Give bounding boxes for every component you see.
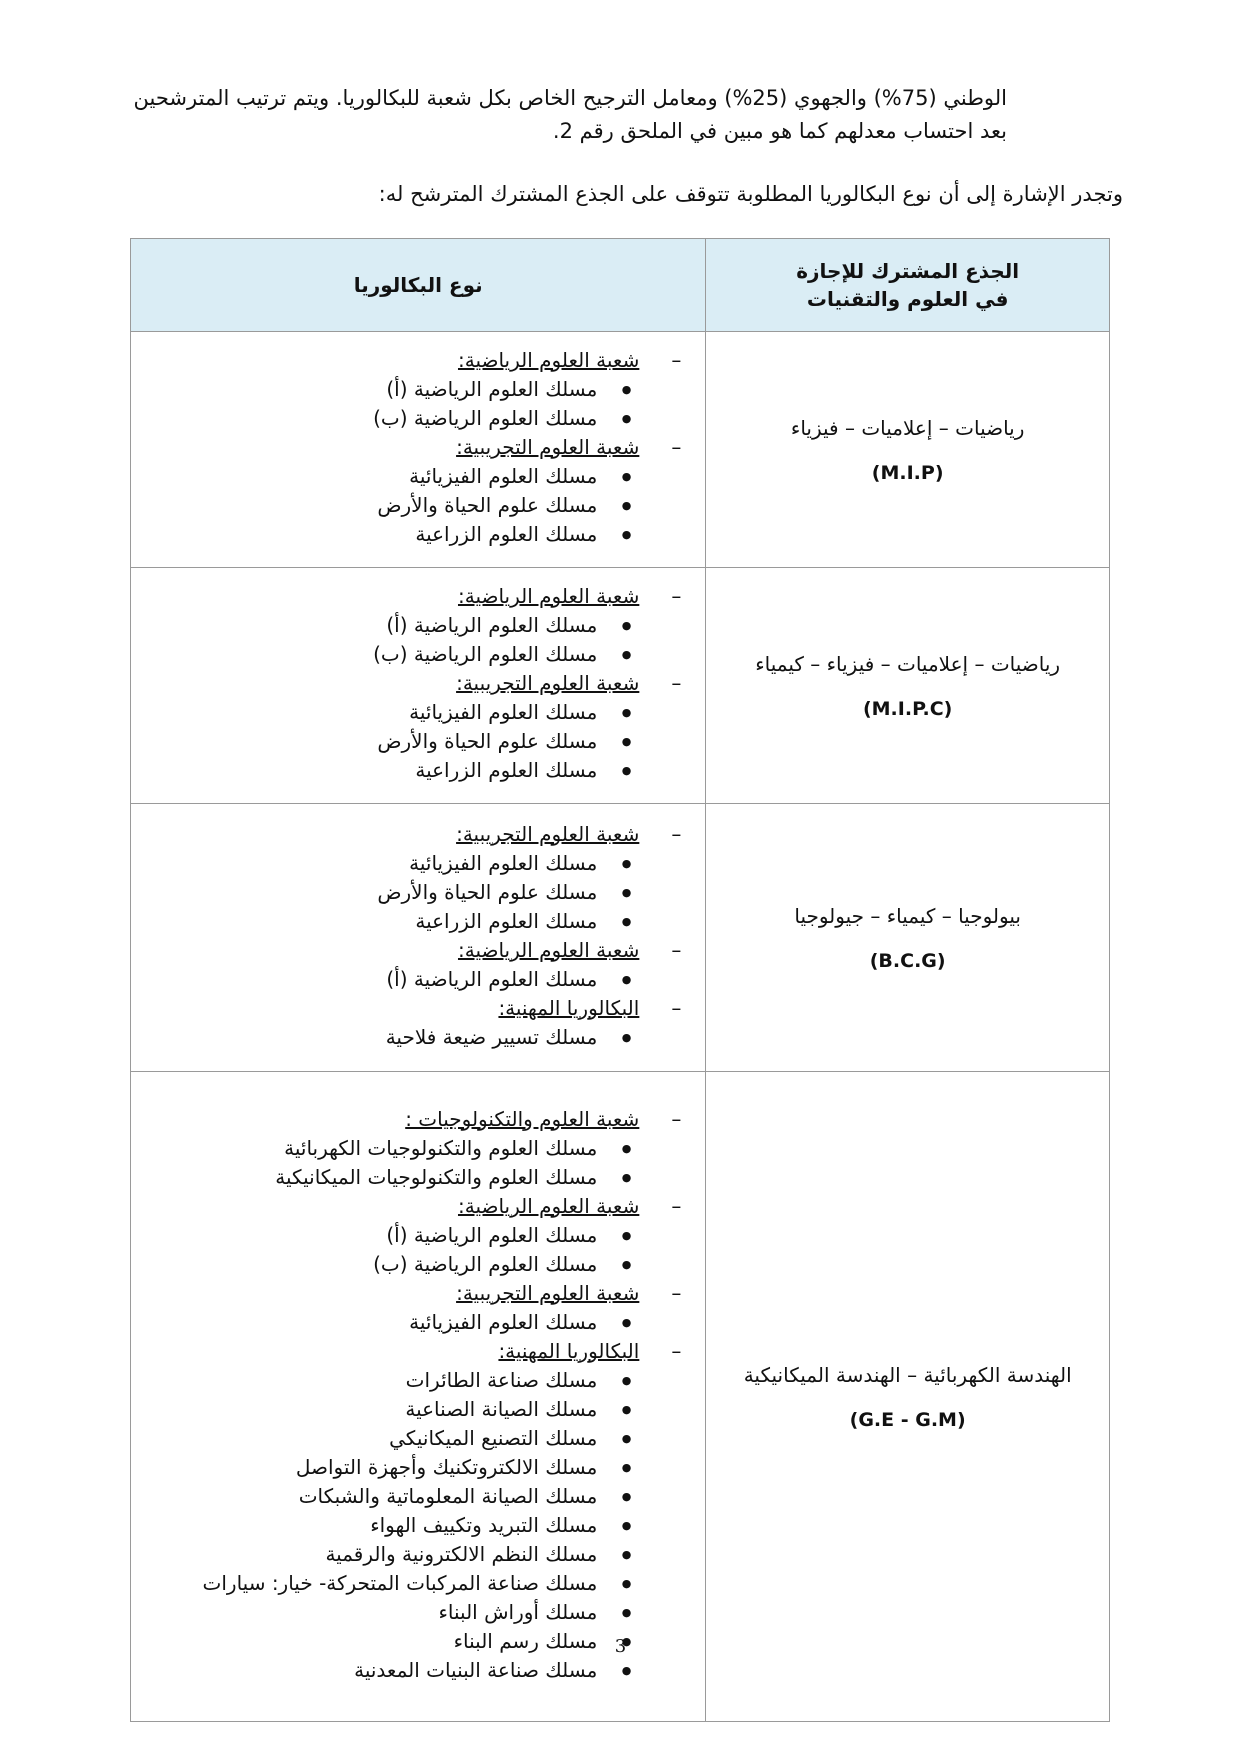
header-common-stem <box>706 239 1110 332</box>
table-header-row <box>131 239 1110 332</box>
path-item: ● مسلك العلوم الفيزيائية <box>141 462 639 491</box>
branch-item <box>141 1337 681 1685</box>
branch-name: شعبة العلوم التجريبية: <box>456 1280 640 1305</box>
common-stem-cell <box>706 1072 1110 1722</box>
branch-name: شعبة العلوم الرياضية: <box>457 937 640 962</box>
branch-list <box>141 346 681 549</box>
branch-name: شعبة العلوم الرياضية: <box>457 584 640 608</box>
path-item: ● مسلك العلوم الرياضية (أ) <box>141 1221 639 1250</box>
common-stem-name: الهندسة الكهربائية – الهندسة الميكانيكية <box>743 1362 1072 1387</box>
branch-name: شعبة العلوم التجريبية: <box>456 821 640 846</box>
branch-list <box>141 582 681 785</box>
common-stem-name: بيولوجيا – كيمياء – جيولوجيا <box>794 903 1021 928</box>
path-item: ● مسلك صناعة البنيات المعدنية <box>141 1656 639 1685</box>
branch-item <box>141 1105 681 1192</box>
bac-type-cell <box>131 332 706 568</box>
path-item: ● مسلك العلوم الزراعية <box>141 756 639 785</box>
intro-paragraph <box>118 82 1007 147</box>
common-stem-name: رياضيات – إعلاميات – فيزياء <box>790 415 1025 440</box>
branch-list <box>141 1105 681 1685</box>
common-stem-name: رياضيات – إعلاميات – فيزياء – كيمياء <box>755 651 1061 676</box>
intro-line-2: بعد احتساب معدلهم كما هو مبين في الملحق رقم 2. <box>552 118 1007 143</box>
branch-item <box>141 1279 681 1337</box>
bac-type-cell <box>131 568 706 804</box>
branch-item <box>141 582 681 669</box>
branch-name: شعبة العلوم التجريبية: <box>456 671 640 695</box>
path-item: ● مسلك العلوم والتكنولوجيات الكهربائية <box>141 1134 639 1163</box>
path-item: ● مسلك صناعة المركبات المتحركة- خيار: سيارات <box>141 1569 639 1598</box>
path-item: ● مسلك العلوم الرياضية (ب) <box>141 404 639 433</box>
common-stem-abbreviation: (B.C.G) <box>869 949 946 972</box>
intro-line-1: الوطني (75%) والجهوي (25%) ومعامل الترجيح الخاص بكل شعبة للبكالوريا. ويتم ترتيب المترشحين <box>133 86 1007 110</box>
note-paragraph: وتجدر الإشارة إلى أن نوع البكالوريا المطلوبة تتوقف على الجذع المشترك المترشح له: <box>378 182 1123 206</box>
common-stem-abbreviation: (M.I.P) <box>871 461 944 484</box>
path-item: ● مسلك العلوم الفيزيائية <box>141 1308 639 1337</box>
branch-item <box>141 994 681 1052</box>
header-stem-line-1: الجذع المشترك للإجازة <box>796 259 1020 283</box>
eligibility-table <box>130 238 1110 1722</box>
bac-type-cell <box>131 804 706 1072</box>
path-item: ● مسلك تسيير ضيعة فلاحية <box>141 1023 639 1052</box>
path-list <box>141 375 639 433</box>
branch-list <box>141 820 681 1052</box>
path-list <box>141 1134 639 1192</box>
path-item: ● مسلك العلوم الرياضية (أ) <box>141 611 639 640</box>
branch-item <box>141 433 681 549</box>
path-item: ● مسلك أوراش البناء <box>141 1598 639 1627</box>
branch-item <box>141 1192 681 1279</box>
table-row <box>131 804 1110 1072</box>
branch-name: شعبة العلوم الرياضية: <box>457 1193 640 1218</box>
path-item: ● مسلك العلوم الرياضية (ب) <box>141 640 639 669</box>
table-row <box>131 332 1110 568</box>
path-item: ● مسلك الصيانة المعلوماتية والشبكات <box>141 1482 639 1511</box>
path-list <box>141 611 639 669</box>
path-item: ● مسلك الالكتروتكنيك وأجهزة التواصل <box>141 1453 639 1482</box>
branch-item <box>141 936 681 994</box>
branch-name: البكالوريا المهنية: <box>498 995 640 1020</box>
branch-name: البكالوريا المهنية: <box>498 1338 640 1363</box>
common-stem-cell <box>706 804 1110 1072</box>
path-list <box>141 1221 639 1279</box>
table-row <box>131 1072 1110 1722</box>
path-item: ● مسلك العلوم الرياضية (ب) <box>141 1250 639 1279</box>
path-item: ● مسلك العلوم الرياضية (أ) <box>141 965 639 994</box>
common-stem-abbreviation: (M.I.P.C) <box>862 697 953 720</box>
path-item: ● مسلك العلوم الرياضية (أ) <box>141 375 639 404</box>
path-item: ● مسلك الصيانة الصناعية <box>141 1395 639 1424</box>
branch-item <box>141 669 681 785</box>
path-item: ● مسلك صناعة الطائرات <box>141 1366 639 1395</box>
path-list <box>141 849 639 936</box>
branch-name: شعبة العلوم الرياضية: <box>457 348 640 372</box>
path-list <box>141 462 639 549</box>
path-item: ● مسلك النظم الالكترونية والرقمية <box>141 1540 639 1569</box>
path-item: ● مسلك التصنيع الميكانيكي <box>141 1424 639 1453</box>
bac-type-cell <box>131 1072 706 1722</box>
path-item: ● مسلك العلوم الزراعية <box>141 520 639 549</box>
path-item: ● مسلك علوم الحياة والأرض <box>141 878 639 907</box>
path-item: ● مسلك العلوم والتكنولوجيات الميكانيكية <box>141 1163 639 1192</box>
common-stem-cell <box>706 568 1110 804</box>
header-stem-line-2: في العلوم والتقنيات <box>806 287 1009 311</box>
path-item: ● مسلك علوم الحياة والأرض <box>141 491 639 520</box>
branch-name: شعبة العلوم والتكنولوجيات : <box>405 1106 640 1131</box>
page-number: 3 <box>614 1636 627 1657</box>
path-item: ● مسلك العلوم الزراعية <box>141 907 639 936</box>
path-list <box>141 1308 639 1337</box>
common-stem-abbreviation: (G.E - G.M) <box>849 1408 966 1431</box>
path-item: ● مسلك علوم الحياة والأرض <box>141 727 639 756</box>
branch-name: شعبة العلوم التجريبية: <box>456 435 640 459</box>
path-list <box>141 965 639 994</box>
path-list <box>141 698 639 785</box>
header-bac-type: نوع البكالوريا <box>131 239 706 332</box>
path-item: ● مسلك العلوم الفيزيائية <box>141 849 639 878</box>
branch-item <box>141 346 681 433</box>
path-item: ● مسلك التبريد وتكييف الهواء <box>141 1511 639 1540</box>
path-item: ● مسلك رسم البناء <box>141 1627 639 1656</box>
branch-item <box>141 820 681 936</box>
common-stem-cell <box>706 332 1110 568</box>
path-item: ● مسلك العلوم الفيزيائية <box>141 698 639 727</box>
table-row <box>131 568 1110 804</box>
path-list <box>141 1023 639 1052</box>
